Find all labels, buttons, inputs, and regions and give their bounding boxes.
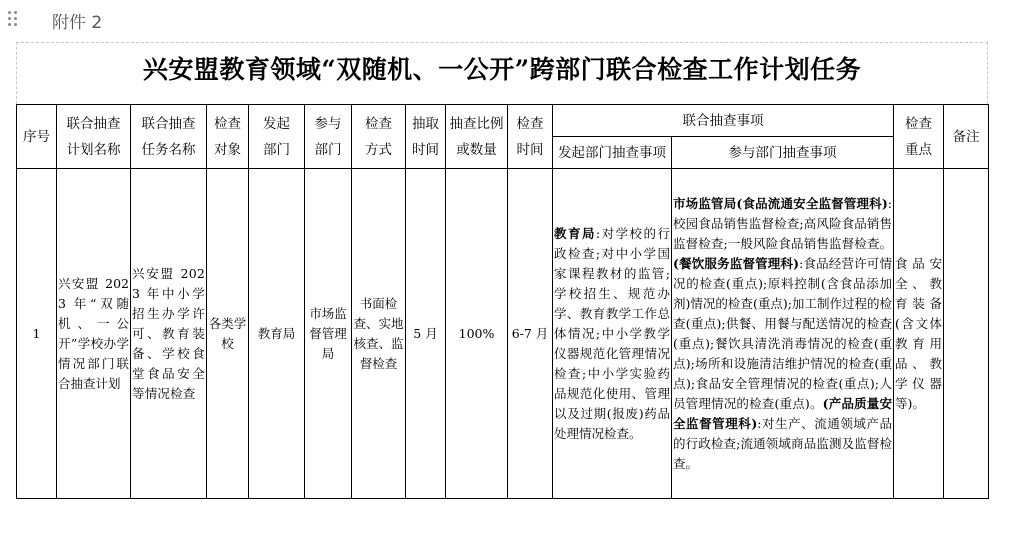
header-method: 检查 方式 [352,105,406,169]
header-seq: 序号 [17,105,57,169]
header-plan-name: 联合抽查 计划名称 [57,105,131,169]
header-participant-items: 参与部门抽查事项 [672,137,894,169]
cell-seq: 1 [17,169,57,499]
document-title: 兴安盟教育领域“双随机、一公开”跨部门联合检查工作计划任务 [142,55,862,84]
header-remarks: 备注 [944,105,989,169]
header-participant: 参与 部门 [305,105,352,169]
initiator-items-text: :对学校的行政检查;对中小学国家课程教材的监管;学校招生、规范办学、教育教学工作总体情况;中小学教学仪器规范化管理情况检查;中小学实验药品规范化使用、管理以及过期(报废)药品处理情况检查。 [554,225,670,441]
header-items-group: 联合抽查事项 [553,105,894,137]
cell-target: 各类学校 [207,169,249,499]
inspection-plan-table [16,104,989,499]
cell-initiator-items [553,169,672,499]
header-check-time: 检查 时间 [508,105,553,169]
header-sample-time: 抽取 时间 [406,105,446,169]
cell-focus: 食品安全、教育装备(含文体教育用品、教学仪器等)。 [894,169,944,499]
header-ratio: 抽查比例 或数量 [446,105,508,169]
cell-plan-name: 兴安盟 2023 年“双随机、一公开”学校办学情况部门联合抽查计划 [57,169,131,499]
cell-ratio: 100% [446,169,508,499]
header-initiator-items: 发起部门抽查事项 [553,137,672,169]
cell-sample-time: 5 月 [406,169,446,499]
participant-items-lead-2: (餐饮服务监督管理科) [673,255,800,271]
header-task-name: 联合抽查 任务名称 [131,105,207,169]
cell-participant-items [672,169,894,499]
participant-items-text-2: :食品经营许可情况的检查(重点);原料控制(含食品添加剂)情况的检查(重点);加工制作过程的检查(重点);供餐、用餐与配送情况的检查(重点);餐饮具清洗消毒情况的检查(重点);场所和设施清洁维护情况的检查(重点);食品安全管理情况的检查(重点);人员管理情况的检查(重点)。 [673,255,892,411]
participant-items-text-1: :校园食品销售监督检查;高风险食品销售监督检查;一般风险食品销售监督检查。 [673,195,892,251]
header-focus: 检查 重点 [894,105,944,169]
participant-items-lead-1: 市场监管局(食品流通安全监督管理科) [673,195,888,211]
attachment-label: 附件 2 [52,13,103,33]
cell-task-name: 兴安盟 2023 年中小学招生办学许可、教育装备、学校食堂食品安全等情况检查 [131,169,207,499]
cell-method: 书面检查、实地核查、监督检查 [352,169,406,499]
drag-handle-icon[interactable] [8,11,18,27]
participant-items-text-3: :对生产、流通领域产品的行政检查;流通领域商品监测及监督检查。 [673,415,892,471]
participant-items-lead-3: (产品质量安全监督管理科) [673,395,892,431]
cell-initiator: 教育局 [249,169,305,499]
initiator-items-lead: 教育局 [554,225,596,241]
cell-participant: 市场监督管理局 [305,169,352,499]
cell-remarks [944,169,989,499]
header-target: 检查 对象 [207,105,249,169]
cell-check-time: 6-7 月 [508,169,553,499]
header-initiator: 发起 部门 [249,105,305,169]
table-row [17,169,989,499]
